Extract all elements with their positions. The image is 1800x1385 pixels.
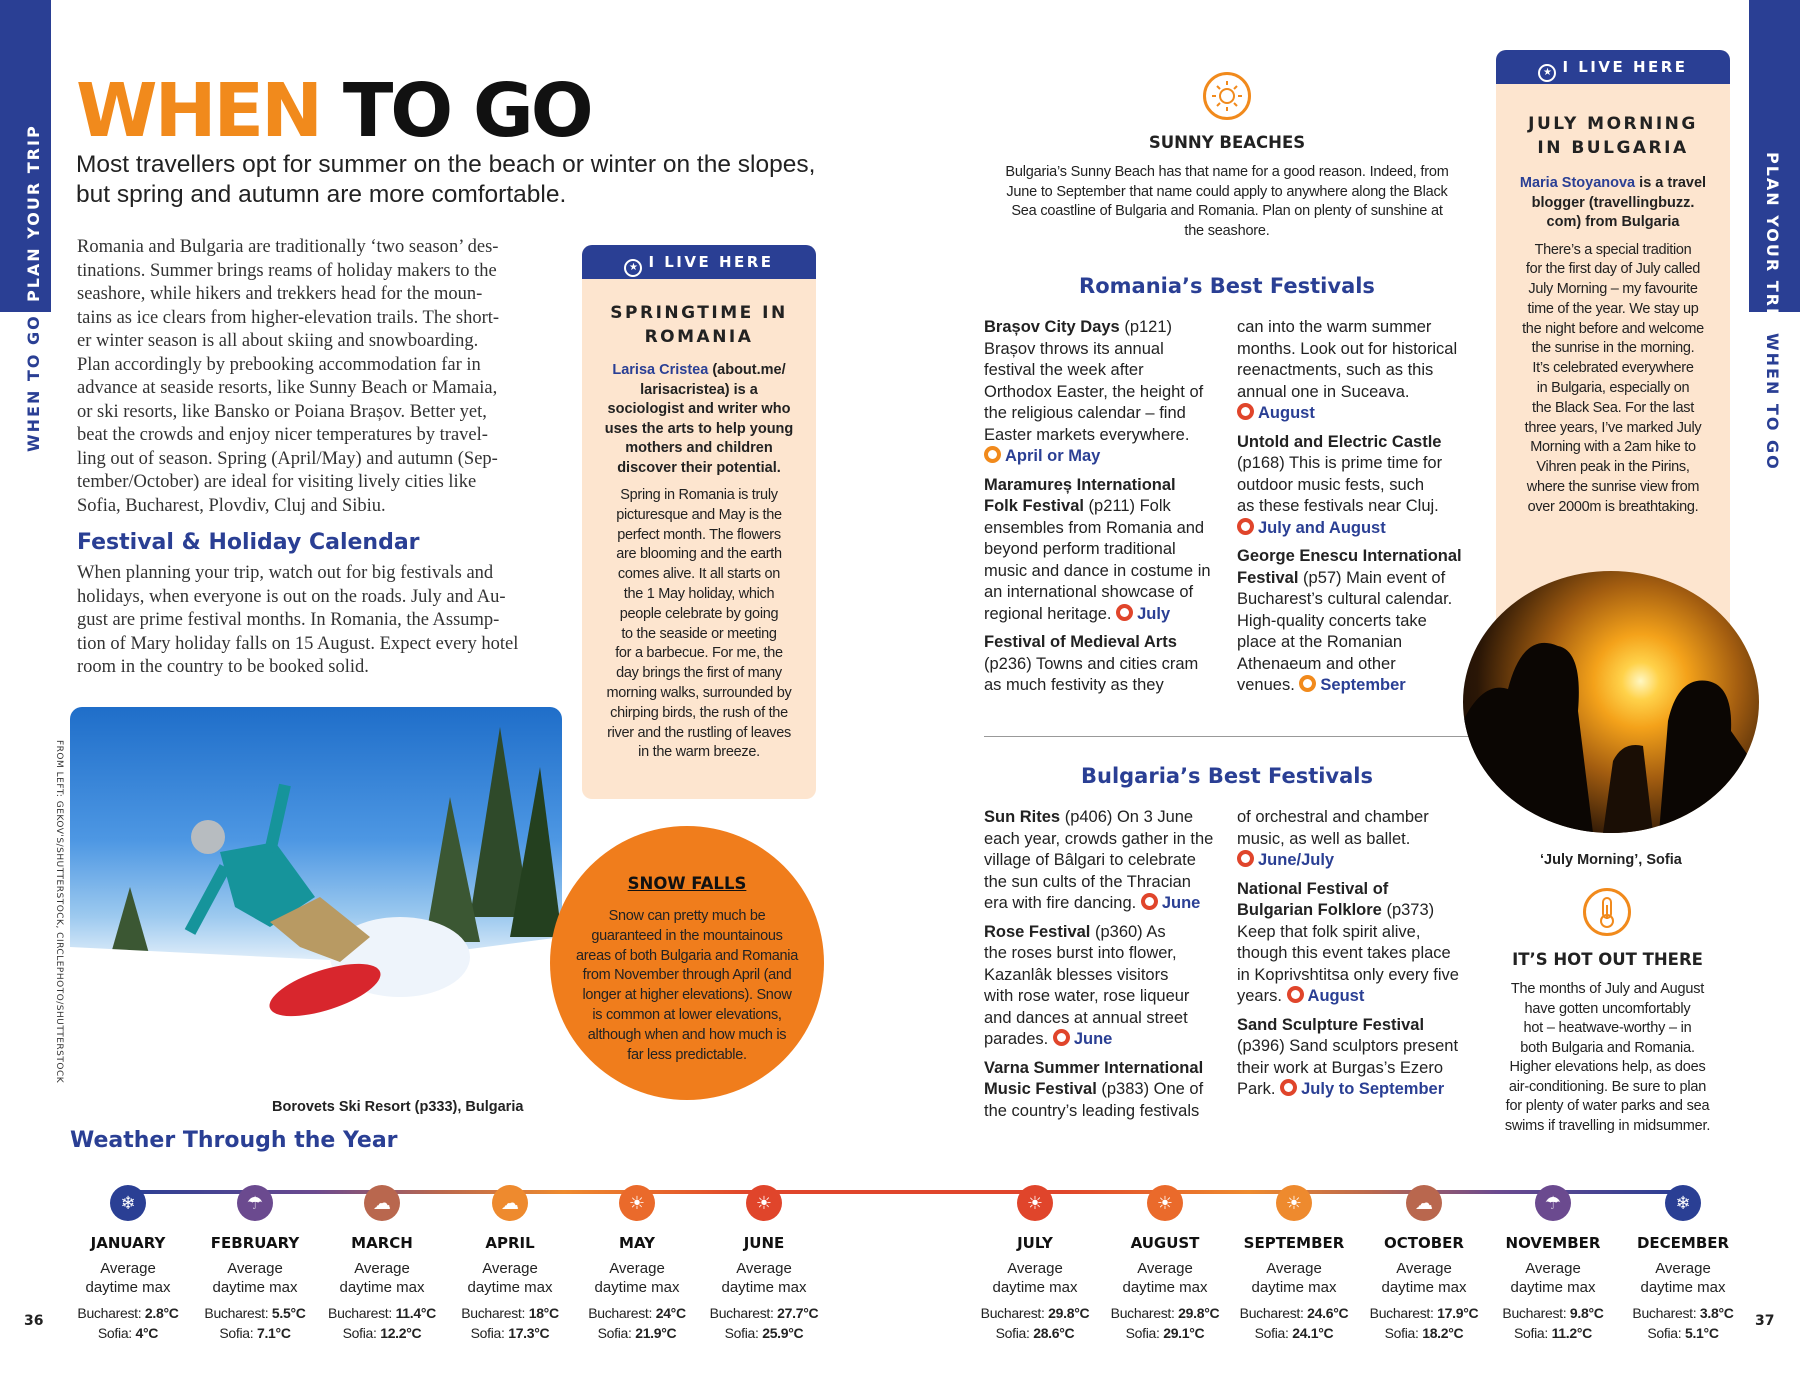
hot-text: The months of July and August have gotten uncomfortably hot – heatwave-worthy – in both Bulgaria and Romania. Higher elevations help, as does air-conditioning. Be sure to plan for plenty of water parks and sea swims if travelling in midsummer. — [1504, 981, 1711, 1134]
card-title: SPRINGTIME IN ROMANIA — [610, 303, 788, 347]
month-name: NOVEMBER — [1505, 1234, 1601, 1252]
month-name: JULY — [1017, 1234, 1053, 1252]
sunny-beaches-title: SUNNY BEACHES — [1148, 133, 1306, 152]
month-name: JUNE — [743, 1234, 785, 1252]
month-name: JANUARY — [90, 1234, 166, 1252]
silhouette-graphic — [1463, 571, 1759, 833]
divider — [984, 736, 1471, 737]
avg-label: Average daytime max — [721, 1260, 807, 1296]
temps: Bucharest: 29.8°C Sofia: 28.6°C — [980, 1305, 1090, 1341]
ski-photo — [70, 707, 562, 1087]
sun-icon: ☀ — [746, 1185, 782, 1221]
card-text: There’s a special tradition for the first day of July called July Morning – my favourite time of the year. We stay up the night before and welcome the sunrise in the morning. It’s celebrated everywhere in Bulgaria, especially on the Black Sea. For the last three years, I’ve marked July Morning with a 2am hike to Vihren peak in the Pirins, where the sunrise view from over 2000m is breathtaking. — [1522, 241, 1704, 515]
cloud-sun-icon: ☁ — [364, 1185, 400, 1221]
sun-icon — [984, 446, 1001, 463]
card-author: Maria Stoyanova is a travel blogger (travellingbuzz. com) from Bulgaria — [1519, 175, 1707, 230]
weather-month-june — [700, 1185, 828, 1343]
romania-festivals-col1: Brașov City Days (p121) Brașov throws its annual festival the week after Orthodox Easter, the height of the religious calendar – find Easter markets everywhere. April or May Maramureș International Folk Festival (p211) Folk ensembles from Romania and beyond perform traditional music and dance in costume in an international showcase of regional heritage. July Festival of Medieval Arts (p236) Towns and cities cram as much festivity as they — [984, 318, 1211, 694]
cloud-sun-icon: ☁ — [1406, 1185, 1442, 1221]
calendar-text: When planning your trip, watch out for big festivals and holidays, when everyone is out on the roads. July and Au- gust are prime festival months. In Romania, the Assump- tion of Mary holiday falls on 15 August. Expect every hotel room in the country to be booked solid. — [77, 563, 519, 677]
card-text: Spring in Romania is truly picturesque and May is the perfect month. The flowers are blooming and the earth comes alive. It all starts on the 1 May holiday, which people celebrate by going to the seaside or meeting for a barbecue. For me, the day brings the first of many morning walks, surrounded by chirping birds, the rush of the river and the rustling of leaves in the warm breeze. — [606, 487, 792, 761]
i-live-here-card-romania — [582, 245, 816, 799]
weather-month-september — [1230, 1185, 1358, 1343]
weather-month-december — [1619, 1185, 1747, 1343]
card-title: JULY MORNING IN BULGARIA — [1528, 114, 1698, 158]
sunrise-photo — [1463, 571, 1759, 833]
month-name: AUGUST — [1130, 1234, 1200, 1252]
left-section-label: PLAN YOUR TRIP — [24, 124, 43, 302]
weather-heading: Weather Through the Year — [70, 1128, 398, 1153]
weather-month-february — [191, 1185, 319, 1343]
month-name: MAY — [619, 1234, 655, 1252]
avg-label: Average daytime max — [1510, 1260, 1596, 1296]
rain-cloud-icon: ☂ — [237, 1185, 273, 1221]
page-number-right: 37 — [1755, 1313, 1775, 1329]
month-name: SEPTEMBER — [1243, 1234, 1345, 1252]
temps: Bucharest: 24.6°C Sofia: 24.1°C — [1239, 1305, 1349, 1341]
snowflake-icon: ❄ — [1665, 1185, 1701, 1221]
page-number-left: 36 — [24, 1313, 44, 1329]
thermometer-icon — [1583, 888, 1631, 936]
avg-label: Average daytime max — [212, 1260, 298, 1296]
bulgaria-festivals-col1: Sun Rites (p406) On 3 June each year, crowds gather in the village of Bâlgari to celebrate the sun cults of the Thracian era with fire dancing. June Rose Festival (p360) As the roses burst into flower, Kazanlâk blesses visitors with rose water, rose liqueur and dances at annual street parades. June Varna Summer International Music Festival (p383) One of the country’s leading festivals — [984, 808, 1214, 1120]
sun-icon: ☀ — [619, 1185, 655, 1221]
temps: Bucharest: 18°C Sofia: 17.3°C — [461, 1305, 559, 1341]
intro-text: Most travellers opt for summer on the beach or winter on the slopes, but spring and autumn are more comfortable. — [76, 151, 816, 208]
pin-icon: ★ — [1538, 64, 1556, 82]
right-chapter-label: WHEN TO GO — [1763, 333, 1782, 471]
avg-label: Average daytime max — [1251, 1260, 1337, 1296]
rain-cloud-icon: ☂ — [1535, 1185, 1571, 1221]
weather-month-april — [446, 1185, 574, 1343]
month-name: FEBRUARY — [210, 1234, 300, 1252]
avg-label: Average daytime max — [85, 1260, 171, 1296]
sun-icon: ☀ — [1147, 1185, 1183, 1221]
weather-month-november — [1489, 1185, 1617, 1343]
snowflake-icon: ❄ — [110, 1185, 146, 1221]
snow-falls-text: Snow can pretty much be guaranteed in the mountainous areas of both Bulgaria and Romania from November through April (and longer at higher elevations). Snow is common at lower elevations, although when and how much is far less predictable. — [576, 908, 798, 1063]
weather-month-august — [1101, 1185, 1229, 1343]
weather-month-october — [1360, 1185, 1488, 1343]
temps: Bucharest: 5.5°C Sofia: 7.1°C — [204, 1305, 306, 1341]
sun-icon — [1053, 1029, 1070, 1046]
body-text: Romania and Bulgaria are traditionally ‘two season’ des- tinations. Summer brings reams of holiday makers to the seashore, while hikers and trekkers head for the moun- tains as ice clears from higher-elevation trails. The short- er winter season is all about skiing and snowboarding. Plan accordingly by prebooking accommodation far in advance at seaside resorts, like Sunny Beach or Mamaia, or ski resorts, like Bansko or Poiana Brașov. Better yet, beat the crowds and enjoy nicer temperatures by travel- ling out of season. Spring (April/May) and autumn (Sep- tember/October) are ideal for visiting lively cities like Sofia, Bucharest, Plovdiv, Cluj and Sibiu. — [77, 237, 500, 516]
bulgaria-festivals-col2: of orchestral and chamber music, as well as ballet. June/July National Festival of Bulgarian Folklore (p373) Keep that folk spirit alive, though this event takes place in Koprivshtitsa only every five years. August Sand Sculpture Festival (p396) Sand sculptors present their work at Burgas’s Ezero Park. July to September — [1237, 808, 1459, 1098]
avg-label: Average daytime max — [1122, 1260, 1208, 1296]
right-section-label: PLAN YOUR TRIP — [1763, 152, 1782, 330]
avg-label: Average daytime max — [594, 1260, 680, 1296]
weather-month-march — [318, 1185, 446, 1343]
photo-credit: FROM LEFT: GEKOV'S/SHUTTERSTOCK, CIRCLEPHOTO/SHUTTERSTOCK — [54, 740, 64, 1084]
bulgaria-festivals-title: Bulgaria’s Best Festivals — [1080, 764, 1373, 788]
sun-icon — [1141, 893, 1158, 910]
sun-icon — [1299, 675, 1316, 692]
i-live-here-card-bulgaria — [1496, 50, 1730, 650]
romania-festivals-col2: can into the warm summer months. Look out for historical reenactments, such as this annual one in Suceava. August Untold and Electric Castle (p168) This is prime time for outdoor music fests, such as these festivals near Cluj. July and August George Enescu International Festival (p57) Main event of Bucharest’s cultural calendar. High-quality concerts take place at the Romanian Athenaeum and other venues. September — [1237, 318, 1462, 694]
sun-icon — [1280, 1079, 1297, 1096]
cloud-sun-icon: ☁ — [492, 1185, 528, 1221]
weather-month-july — [971, 1185, 1099, 1343]
temps: Bucharest: 11.4°C Sofia: 12.2°C — [328, 1305, 436, 1341]
temps: Bucharest: 24°C Sofia: 21.9°C — [588, 1305, 686, 1341]
month-name: DECEMBER — [1636, 1234, 1730, 1252]
ski-caption: Borovets Ski Resort (p333), Bulgaria — [272, 1099, 524, 1115]
sun-icon — [1116, 604, 1133, 621]
temps: Bucharest: 3.8°C Sofia: 5.1°C — [1632, 1305, 1734, 1341]
sofia-caption: ‘July Morning’, Sofia — [1540, 852, 1682, 868]
month-name: APRIL — [485, 1234, 535, 1252]
romania-festivals-title: Romania’s Best Festivals — [1079, 274, 1375, 298]
avg-label: Average daytime max — [467, 1260, 553, 1296]
month-name: MARCH — [351, 1234, 413, 1252]
sun-icon — [1237, 850, 1254, 867]
avg-label: Average daytime max — [1640, 1260, 1726, 1296]
month-name: OCTOBER — [1384, 1234, 1464, 1252]
sun-icon — [1237, 518, 1254, 535]
snow-falls-circle — [550, 826, 824, 1100]
card-label: ★ I LIVE HERE — [582, 245, 816, 279]
weather-month-may — [573, 1185, 701, 1343]
sun-icon — [1287, 986, 1304, 1003]
sun-icon: ☀ — [1017, 1185, 1053, 1221]
ski-scene-graphic — [70, 707, 562, 1087]
calendar-heading: Festival & Holiday Calendar — [77, 530, 420, 555]
left-chapter-label: WHEN TO GO — [24, 314, 43, 452]
temps: Bucharest: 17.9°C Sofia: 18.2°C — [1369, 1305, 1479, 1341]
page-title: WHEN TO GO — [76, 68, 591, 154]
hot-title: IT’S HOT OUT THERE — [1512, 950, 1703, 969]
card-author: Larisa Cristea (about.me/ larisacristea) is a sociologist and writer who uses the arts to help young mothers and children discover their potential. — [604, 362, 794, 476]
avg-label: Average daytime max — [992, 1260, 1078, 1296]
sunny-beaches-text: Bulgaria’s Sunny Beach has that name for a good reason. Indeed, from June to September that name could apply to anywhere along the Black Sea coastline of Bulgaria and Romania. Plan on plenty of sunshine at the seashore. — [1005, 164, 1449, 239]
snow-falls-title: SNOW FALLS — [627, 874, 747, 893]
sun-icon: ☀ — [1276, 1185, 1312, 1221]
sun-icon — [1237, 403, 1254, 420]
card-label: ★ I LIVE HERE — [1496, 50, 1730, 84]
avg-label: Average daytime max — [339, 1260, 425, 1296]
avg-label: Average daytime max — [1381, 1260, 1467, 1296]
temps: Bucharest: 27.7°C Sofia: 25.9°C — [709, 1305, 819, 1341]
pin-icon: ★ — [624, 259, 642, 277]
sun-icon — [1203, 72, 1251, 120]
weather-month-january — [64, 1185, 192, 1343]
temps: Bucharest: 2.8°C Sofia: 4°C — [77, 1305, 179, 1341]
temps: Bucharest: 29.8°C Sofia: 29.1°C — [1110, 1305, 1220, 1341]
temps: Bucharest: 9.8°C Sofia: 11.2°C — [1502, 1305, 1604, 1341]
